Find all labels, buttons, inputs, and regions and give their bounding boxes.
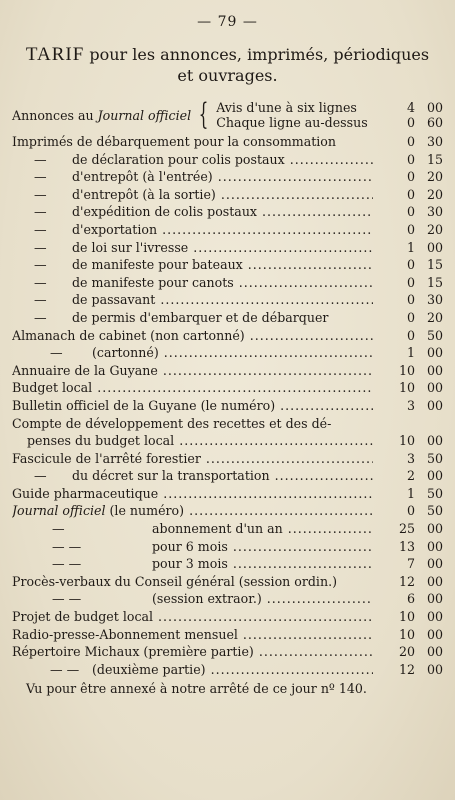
tariff-row — [12, 450, 443, 468]
price-francs: 0 — [406, 274, 415, 290]
tariff-row-text: de passavant ..... — [72, 292, 373, 307]
tariff-row — [12, 327, 443, 345]
price-francs: 20 — [398, 644, 415, 660]
price-francs: 0 — [406, 134, 415, 149]
price-cell — [373, 151, 443, 169]
page-number: — 79 — — [197, 14, 258, 30]
price-francs: 0 — [406, 327, 415, 343]
price-francs: 12 — [398, 573, 415, 589]
footer-note: Vu pour être annexé à notre arrêté de ce jour nº 140. — [26, 681, 367, 697]
price-cell — [373, 379, 443, 397]
tariff-row-label — [12, 643, 373, 661]
price-cents: 00 — [426, 380, 443, 396]
price-cents: 20 — [426, 221, 443, 237]
tariff-row-label — [12, 467, 373, 485]
price-cents: 30 — [426, 134, 443, 149]
annonce-item-label: Chaque ligne au-dessus — [216, 115, 368, 130]
tariff-row-text: Projet de budget local ..... — [12, 609, 373, 624]
price-cell — [373, 450, 443, 468]
tariff-row — [12, 379, 443, 397]
tariff-row-text: Bulletin officiel de la Guyane (le numéro) ..... — [12, 398, 373, 413]
tariff-row-text: Imprimés de débarquement pour la consommation — [12, 134, 336, 149]
tariff-row — [12, 221, 443, 239]
tariff-row-text: Fascicule de l'arrêté forestier ..... — [12, 451, 373, 466]
tariff-row-label — [12, 538, 373, 556]
tariff-row-text: d'entrepôt (à la sortie) ..... — [72, 187, 373, 202]
tariff-row-text: penses du budget local ..... — [27, 433, 373, 448]
price-cell — [373, 115, 443, 130]
tariff-row — [12, 151, 443, 169]
tariff-row — [12, 309, 443, 327]
price-francs: 0 — [406, 257, 415, 273]
price-cell — [373, 309, 443, 327]
price-cell — [373, 643, 443, 661]
tariff-row-label — [12, 379, 373, 397]
price-cell — [373, 344, 443, 362]
title-bold: TARIF — [25, 44, 85, 65]
ditto-mark: — — [34, 169, 47, 185]
price-cell — [373, 590, 443, 608]
tariff-row-text: Budget local ..... — [12, 380, 373, 395]
annonce-item-label: Avis d'une à six lignes — [216, 100, 357, 115]
ditto-mark: — — — [52, 538, 82, 554]
tariff-row — [12, 186, 443, 204]
tariff-row-label — [12, 573, 373, 591]
price-cents: 00 — [426, 239, 443, 255]
tariff-row-text: Procès-verbaux du Conseil général (session ordin.) — [12, 573, 337, 589]
tariff-row-label — [12, 133, 373, 151]
price-cents: 00 — [426, 591, 443, 607]
tariff-row-text: d'exportation ..... — [72, 222, 373, 237]
ditto-mark: — — [34, 151, 47, 167]
annonces-label — [12, 108, 191, 123]
price-cents: 00 — [426, 521, 443, 537]
tariff-row-text: Radio-presse-Abonnement mensuel ..... — [12, 627, 373, 642]
tariff-row — [12, 432, 443, 450]
annonces-journal: Journal officiel — [97, 107, 192, 123]
tariff-row-text: (deuxième partie) ..... — [92, 662, 373, 677]
ditto-mark: — — [34, 257, 47, 273]
tariff-row-text: Répertoire Michaux (première partie) ..... — [12, 644, 373, 659]
price-cell — [373, 661, 443, 679]
price-francs: 10 — [398, 609, 415, 625]
ditto-mark: — — — [50, 661, 80, 677]
tariff-row-label — [12, 344, 373, 362]
annonces-items — [216, 100, 443, 130]
tariff-row — [12, 502, 443, 520]
price-cell — [373, 100, 443, 115]
price-cell — [373, 256, 443, 274]
tariff-row-label — [12, 397, 373, 415]
price-francs: 25 — [398, 521, 415, 537]
price-cents: 00 — [426, 538, 443, 554]
tariff-row-label — [12, 221, 373, 239]
tariff-row — [12, 467, 443, 485]
price-cents: 15 — [426, 151, 443, 167]
price-cents: 50 — [426, 485, 443, 501]
price-cents: 50 — [426, 503, 443, 519]
tariff-row-text: d'expédition de colis postaux ..... — [72, 204, 373, 219]
tariff-list — [12, 133, 443, 678]
tariff-row — [12, 168, 443, 186]
price-cell — [373, 573, 443, 591]
tariff-row — [12, 203, 443, 221]
tariff-row — [12, 397, 443, 415]
tariff-row — [12, 133, 443, 151]
ditto-mark: — — [34, 186, 47, 202]
price-francs: 10 — [398, 433, 415, 449]
tariff-row-label — [12, 485, 373, 503]
price-francs: 0 — [406, 204, 415, 220]
tariff-row-label — [12, 239, 373, 257]
price-francs: 1 — [406, 485, 415, 501]
price-cell — [373, 397, 443, 415]
price-francs: 1 — [406, 345, 415, 361]
tariff-row — [12, 256, 443, 274]
price-francs: 6 — [406, 591, 415, 607]
price-francs: 7 — [406, 556, 415, 572]
page-title — [12, 44, 443, 86]
price-francs: 0 — [406, 115, 415, 130]
price-cell — [373, 608, 443, 626]
tariff-row — [12, 485, 443, 503]
price-cents: 30 — [426, 204, 443, 220]
price-cell — [373, 555, 443, 573]
price-cell — [373, 239, 443, 257]
annonce-item — [216, 100, 443, 115]
ditto-mark: — — [34, 292, 47, 308]
price-cell — [373, 362, 443, 380]
price-cell — [373, 168, 443, 186]
ditto-mark: — — — [52, 556, 82, 572]
tariff-row-label — [12, 608, 373, 626]
ditto-mark: — — [34, 309, 47, 325]
tariff-row-text: abonnement d'un an ..... — [152, 521, 373, 536]
tariff-row-label — [12, 362, 373, 380]
ditto-mark: — — [50, 345, 63, 361]
price-cents: 15 — [426, 274, 443, 290]
price-cents: 50 — [426, 327, 443, 343]
price-francs: 4 — [406, 100, 415, 115]
price-francs: 13 — [398, 538, 415, 554]
price-cell — [373, 432, 443, 450]
tariff-row-text: Almanach de cabinet (non cartonné) ..... — [12, 328, 373, 343]
price-francs: 0 — [406, 503, 415, 519]
tariff-row-text: du décret sur la transportation ..... — [72, 468, 373, 483]
tariff-row — [12, 520, 443, 538]
price-cell — [373, 538, 443, 556]
tariff-row-label — [12, 520, 373, 538]
tariff-row-text: de permis d'embarquer et de débarquer — [72, 309, 329, 325]
ditto-mark: — — [34, 274, 47, 290]
tariff-row — [12, 538, 443, 556]
price-francs: 12 — [398, 661, 415, 677]
tariff-row-text: de déclaration pour colis postaux ..... — [72, 152, 373, 167]
annonces-prefix: Annonces au — [12, 107, 98, 123]
price-francs: 3 — [406, 397, 415, 413]
price-francs: 0 — [406, 309, 415, 325]
tariff-row-text: de loi sur l'ivresse ..... — [72, 240, 373, 255]
price-cents: 00 — [426, 556, 443, 572]
tariff-row-text: d'entrepôt (à l'entrée) ..... — [72, 169, 373, 184]
tariff-row-label — [12, 415, 373, 433]
ditto-mark: — — [52, 521, 65, 537]
price-cell — [373, 502, 443, 520]
tariff-row-text: de manifeste pour bateaux ..... — [72, 257, 373, 272]
price-cents: 20 — [426, 309, 443, 325]
tariff-row — [12, 608, 443, 626]
price-cents: 50 — [426, 450, 443, 466]
tariff-row — [12, 661, 443, 679]
price-francs: 0 — [406, 169, 415, 185]
price-cell — [373, 520, 443, 538]
tariff-row-label — [12, 291, 373, 309]
price-francs: 10 — [398, 362, 415, 378]
price-francs: 0 — [406, 221, 415, 237]
tariff-row — [12, 626, 443, 644]
tariff-row-text: pour 3 mois ..... — [152, 556, 373, 571]
title-line2: et ouvrages. — [177, 66, 278, 85]
tariff-row-text: Compte de développement des recettes et des dé- — [12, 415, 332, 431]
tariff-row-label — [12, 661, 373, 679]
tariff-row — [12, 344, 443, 362]
price-francs: 2 — [406, 468, 415, 484]
tariff-row-label — [12, 555, 373, 573]
price-cents: 00 — [426, 345, 443, 361]
ditto-mark: — — — [52, 591, 82, 607]
price-francs: 0 — [406, 292, 415, 308]
tariff-row-text: (session extraor.) ..... — [152, 591, 373, 606]
price-cell — [373, 485, 443, 503]
price-cents: 00 — [426, 644, 443, 660]
tariff-row-label — [12, 432, 373, 450]
price-cell — [373, 203, 443, 221]
tariff-row — [12, 643, 443, 661]
tariff-row-label — [12, 450, 373, 468]
price-cents: 00 — [426, 468, 443, 484]
price-cell — [373, 467, 443, 485]
tariff-row-text: pour 6 mois ..... — [152, 539, 373, 554]
price-cell — [373, 415, 443, 433]
tariff-row — [12, 291, 443, 309]
price-cell — [373, 327, 443, 345]
tariff-row — [12, 362, 443, 380]
tariff-row — [12, 239, 443, 257]
price-francs: 1 — [406, 239, 415, 255]
tariff-row-text: Annuaire de la Guyane ..... — [12, 363, 373, 378]
brace-glyph: { — [198, 97, 209, 132]
price-cell — [373, 626, 443, 644]
price-cents: 30 — [426, 292, 443, 308]
ditto-mark: — — [34, 221, 47, 237]
price-cents: 00 — [426, 433, 443, 449]
price-cents: 20 — [426, 186, 443, 202]
price-cell — [373, 274, 443, 292]
tariff-row-text: (le numéro) ..... — [106, 503, 373, 518]
tariff-row — [12, 573, 443, 591]
price-cents: 60 — [426, 115, 443, 130]
price-cents: 00 — [426, 100, 443, 115]
tariff-row — [12, 415, 443, 433]
tariff-row — [12, 590, 443, 608]
tariff-row-label — [12, 309, 373, 327]
tariff-row-text: Guide pharmaceutique ..... — [12, 486, 373, 501]
price-francs: 10 — [398, 380, 415, 396]
price-cell — [373, 291, 443, 309]
tariff-row-text: de manifeste pour canots ..... — [72, 275, 373, 290]
price-francs: 0 — [406, 186, 415, 202]
tariff-row-label — [12, 168, 373, 186]
tariff-row-label — [12, 256, 373, 274]
ditto-mark: — — [34, 468, 47, 484]
price-cents: 00 — [426, 661, 443, 677]
price-cents: 00 — [426, 609, 443, 625]
tariff-row — [12, 274, 443, 292]
price-cents: 00 — [426, 397, 443, 413]
tariff-row-label — [12, 203, 373, 221]
price-cents: 15 — [426, 257, 443, 273]
price-cents: 00 — [426, 573, 443, 589]
price-cents: 00 — [426, 362, 443, 378]
price-francs: 3 — [406, 450, 415, 466]
price-francs: 10 — [398, 626, 415, 642]
tariff-row-label — [12, 502, 373, 520]
price-cell — [373, 186, 443, 204]
annonces-block — [12, 97, 443, 132]
price-cents: 00 — [426, 626, 443, 642]
price-cents: 20 — [426, 169, 443, 185]
ditto-mark: — — [34, 204, 47, 220]
tariff-row-label — [12, 186, 373, 204]
journal-italic: Journal officiel — [12, 503, 106, 519]
tariff-row-label — [12, 151, 373, 169]
price-francs: 0 — [406, 151, 415, 167]
annonce-item — [216, 115, 443, 130]
tariff-row-text: (cartonné) ..... — [92, 345, 373, 360]
tariff-row-label — [12, 626, 373, 644]
tariff-row — [12, 555, 443, 573]
tariff-row-label — [12, 590, 373, 608]
price-cell — [373, 133, 443, 151]
tariff-row-label — [12, 327, 373, 345]
ditto-mark: — — [34, 239, 47, 255]
tariff-row-label — [12, 274, 373, 292]
price-cell — [373, 221, 443, 239]
title-line1: pour les annonces, imprimés, périodiques — [84, 45, 430, 64]
